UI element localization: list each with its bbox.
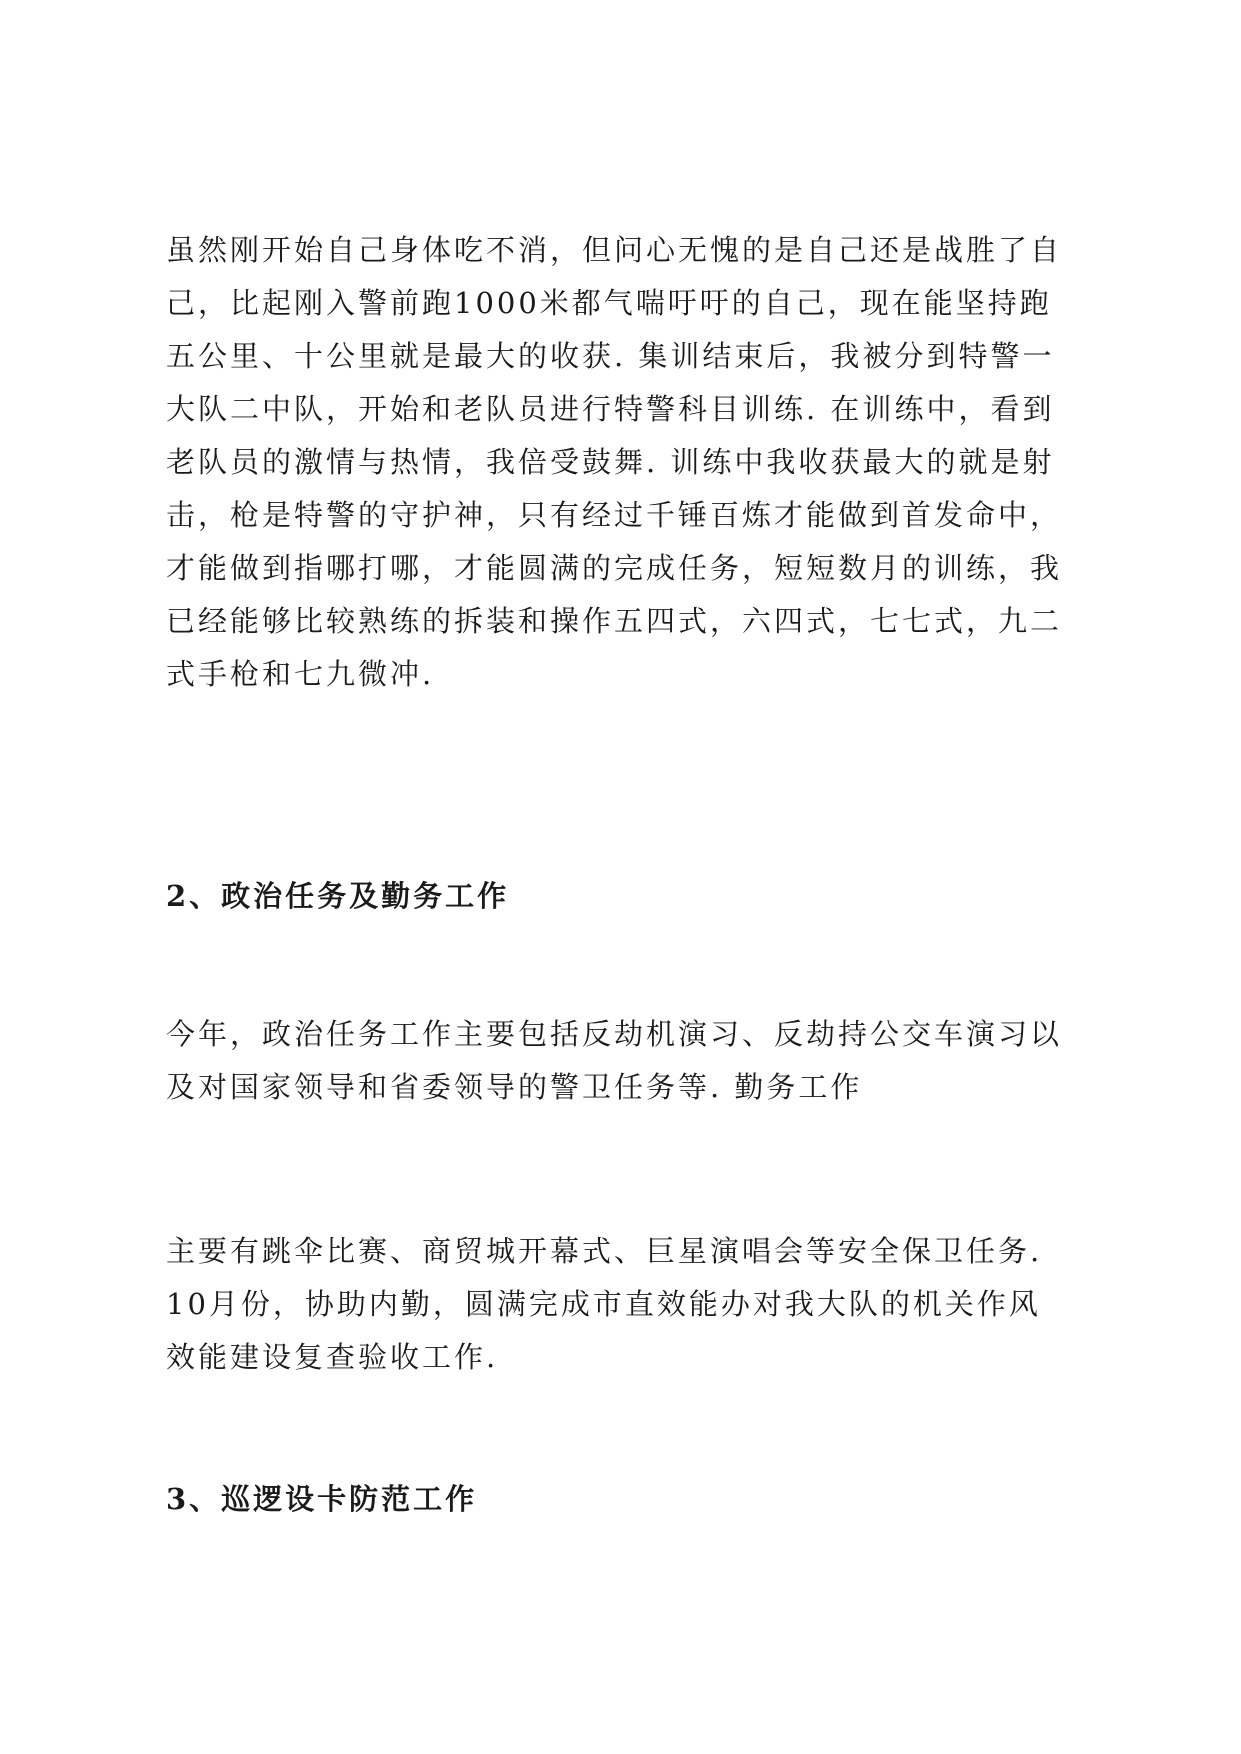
paragraph-political-tasks xyxy=(166,1008,1096,1114)
heading-text: 3、巡逻设卡防范工作 xyxy=(166,1482,478,1516)
text-line: 式手枪和七九微冲. xyxy=(166,657,435,691)
heading-text: 2、政治任务及勤务工作 xyxy=(166,879,510,913)
text-line: 才能做到指哪打哪，才能圆满的完成任务，短短数月的训练，我 xyxy=(166,551,1063,585)
text-line: 今年，政治任务工作主要包括反劫机演习、反劫持公交车演习以 xyxy=(166,1017,1063,1051)
text-line: 虽然刚开始自己身体吃不消，但问心无愧的是自己还是战胜了自 xyxy=(166,233,1063,267)
paragraph-training xyxy=(166,224,1096,701)
text-line: 效能建设复查验收工作. xyxy=(166,1340,499,1374)
text-line: 及对国家领导和省委领导的警卫任务等. 勤务工作 xyxy=(166,1070,863,1104)
text-line: 大队二中队，开始和老队员进行特警科目训练. 在训练中，看到 xyxy=(166,392,1055,426)
section-heading-political-tasks xyxy=(166,870,1096,923)
text-line: 10月份，协助内勤，圆满完成市直效能办对我大队的机关作风 xyxy=(166,1287,1041,1321)
text-line: 老队员的激情与热情，我倍受鼓舞. 训练中我收获最大的就是射 xyxy=(166,445,1055,479)
text-line: 五公里、十公里就是最大的收获. 集训结束后，我被分到特警一 xyxy=(166,339,1055,373)
section-heading-patrol xyxy=(166,1473,1096,1526)
text-line: 主要有跳伞比赛、商贸城开幕式、巨星演唱会等安全保卫任务. xyxy=(166,1234,1043,1268)
text-line: 己，比起刚入警前跑1000米都气喘吁吁的自己，现在能坚持跑 xyxy=(166,286,1052,320)
text-line: 已经能够比较熟练的拆装和操作五四式，六四式，七七式，九二 xyxy=(166,604,1063,638)
paragraph-duty-tasks xyxy=(166,1225,1096,1384)
text-line: 击，枪是特警的守护神，只有经过千锤百炼才能做到首发命中， xyxy=(166,498,1063,532)
